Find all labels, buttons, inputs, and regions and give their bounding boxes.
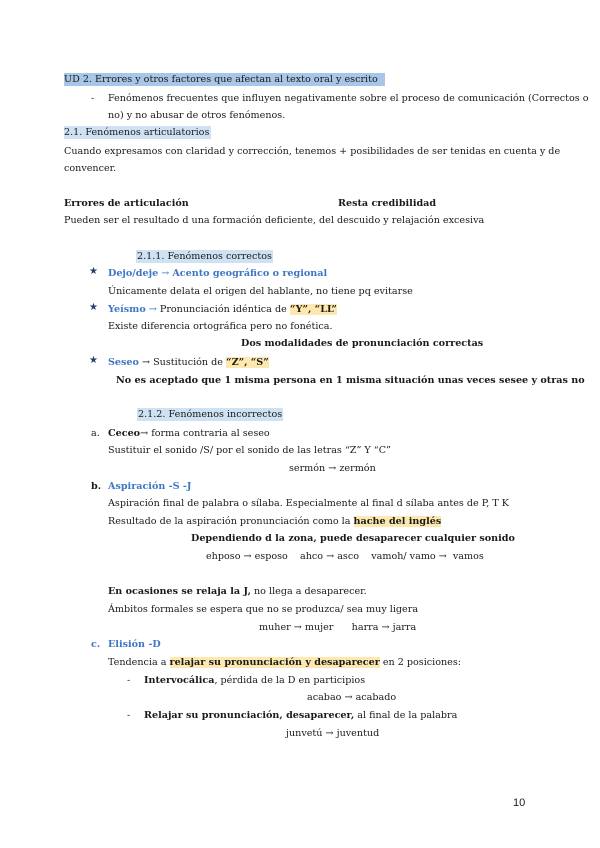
- pueden-text: Pueden ser el resultado d una formación deficiente, del descuido y relajación excesiva: [64, 215, 485, 226]
- list-marker-a: a.: [91, 428, 100, 439]
- yeismo-def: Pronunciación idéntica de: [159, 304, 287, 315]
- ocasiones-bold: En ocasiones se relaja la J,: [108, 586, 251, 597]
- tendencia-post: en 2 posiciones:: [382, 657, 462, 668]
- bullet-dash: -: [91, 93, 95, 104]
- star-bullet-icon: ★: [89, 355, 98, 366]
- ceceo-def: forma contraria al seseo: [151, 428, 270, 439]
- final-example: junvetú → juventud: [286, 728, 380, 739]
- section-212-title: 2.1.2. Fenómenos incorrectos: [138, 409, 283, 420]
- dos-modalidades: Dos modalidades de pronunciación correctas: [241, 338, 484, 349]
- yeismo-line: Yeísmo → Pronunciación idéntica de “Y”, “LL”: [108, 304, 337, 315]
- ceceo-term: Ceceo: [108, 428, 141, 439]
- seseo-line: Seseo → Sustitución de “Z”, “S”: [108, 357, 269, 368]
- dejo-def: Acento geográfico o regional: [172, 268, 328, 279]
- tendencia-pre: Tendencia a: [108, 657, 167, 668]
- aspiracion-p1: Aspiración final de palabra o sílaba. Especialmente al final d sílaba antes de P, T K: [108, 498, 509, 509]
- yeismo-highlight: “Y”, “LL”: [289, 304, 337, 315]
- doc-title: UD 2. Errores y otros factores que afectan al texto oral y escrito: [64, 73, 385, 86]
- seseo-highlight: “Z”, “S”: [226, 357, 269, 368]
- yeismo-note: Existe diferencia ortográfica pero no fonética.: [108, 321, 333, 332]
- j-examples: muher → mujer harra → jarra: [259, 622, 417, 633]
- yeismo-term: Yeísmo: [108, 304, 146, 315]
- resta-label: Resta credibilidad: [338, 198, 437, 209]
- intervocalica-rest: , pérdida de la D en participios: [214, 675, 366, 686]
- seseo-note: No es aceptado que 1 misma persona en 1 misma situación unas veces sesee y otras no: [116, 375, 585, 386]
- aspiracion-term: Aspiración -S -J: [108, 481, 192, 492]
- ambitos-text: Ámbitos formales se espera que no se produzca/ sea muy ligera: [108, 604, 419, 615]
- final-line: [144, 709, 457, 722]
- tendencia-highlight: relajar su pronunciación y desaparecer: [169, 657, 380, 668]
- page-number: 10: [513, 797, 526, 809]
- errores-label: Errores de articulación: [64, 198, 189, 209]
- ceceo-line: Ceceo→ forma contraria al seseo: [108, 428, 270, 439]
- seseo-term: Seseo: [108, 357, 139, 368]
- ocasiones-line: [108, 585, 367, 598]
- intro-bullet-line2: no) y no abusar de otros fenómenos.: [108, 110, 286, 121]
- aspiracion-p2: Resultado de la aspiración pronunciación como la: [108, 516, 351, 527]
- dejo-note: Únicamente delata el origen del hablante, no tiene pq evitarse: [108, 286, 413, 297]
- final-rest: al final de la palabra: [357, 710, 458, 721]
- dependiendo-text: Dependiendo d la zona, puede desaparecer cualquier sonido: [191, 533, 515, 544]
- ceceo-note: Sustituir el sonido /S/ por el sonido de las letras “Z” Y “C”: [108, 445, 391, 456]
- intervocalica-example: acabao → acabado: [307, 692, 397, 703]
- star-bullet-icon: ★: [89, 266, 98, 277]
- star-bullet-icon: ★: [89, 302, 98, 313]
- section-21-title: 2.1. Fenómenos articulatorios: [64, 127, 210, 138]
- dejo-term: Dejo/deje: [108, 268, 159, 279]
- tendencia-line: [108, 656, 461, 669]
- elision-term: Elisión -D: [108, 639, 161, 650]
- final-bold: Relajar su pronunciación, desaparecer,: [144, 710, 355, 721]
- intervocalica-bold: Intervocálica: [144, 675, 215, 686]
- dejo-line: Dejo/deje → Acento geográfico o regional: [108, 268, 328, 279]
- sub-bullet-dash: -: [127, 675, 131, 686]
- section-21-p1: Cuando expresamos con claridad y corrección, tenemos + posibilidades de ser tenidas en cuenta y de: [64, 146, 561, 157]
- section-211-title: 2.1.1. Fenómenos correctos: [137, 251, 272, 262]
- section-21-p2: convencer.: [64, 163, 117, 174]
- aspiracion-highlight: hache del inglés: [353, 516, 442, 527]
- intro-bullet-line1: Fenómenos frecuentes que influyen negativamente sobre el proceso de comunicación (Correctos o: [108, 93, 589, 104]
- list-marker-b: b.: [91, 481, 102, 492]
- ceceo-example: sermón → zermón: [289, 463, 376, 474]
- intervocalica-line: [144, 674, 365, 687]
- list-marker-c: c.: [91, 639, 101, 650]
- aspiracion-p2-line: [108, 515, 441, 528]
- aspiracion-examples: ehposo → esposo ahco → asco vamoh/ vamo → vamos: [206, 551, 484, 562]
- sub-bullet-dash: -: [127, 710, 131, 721]
- ocasiones-rest: no llega a desaparecer.: [254, 586, 367, 597]
- seseo-def: Sustitución de: [153, 357, 223, 368]
